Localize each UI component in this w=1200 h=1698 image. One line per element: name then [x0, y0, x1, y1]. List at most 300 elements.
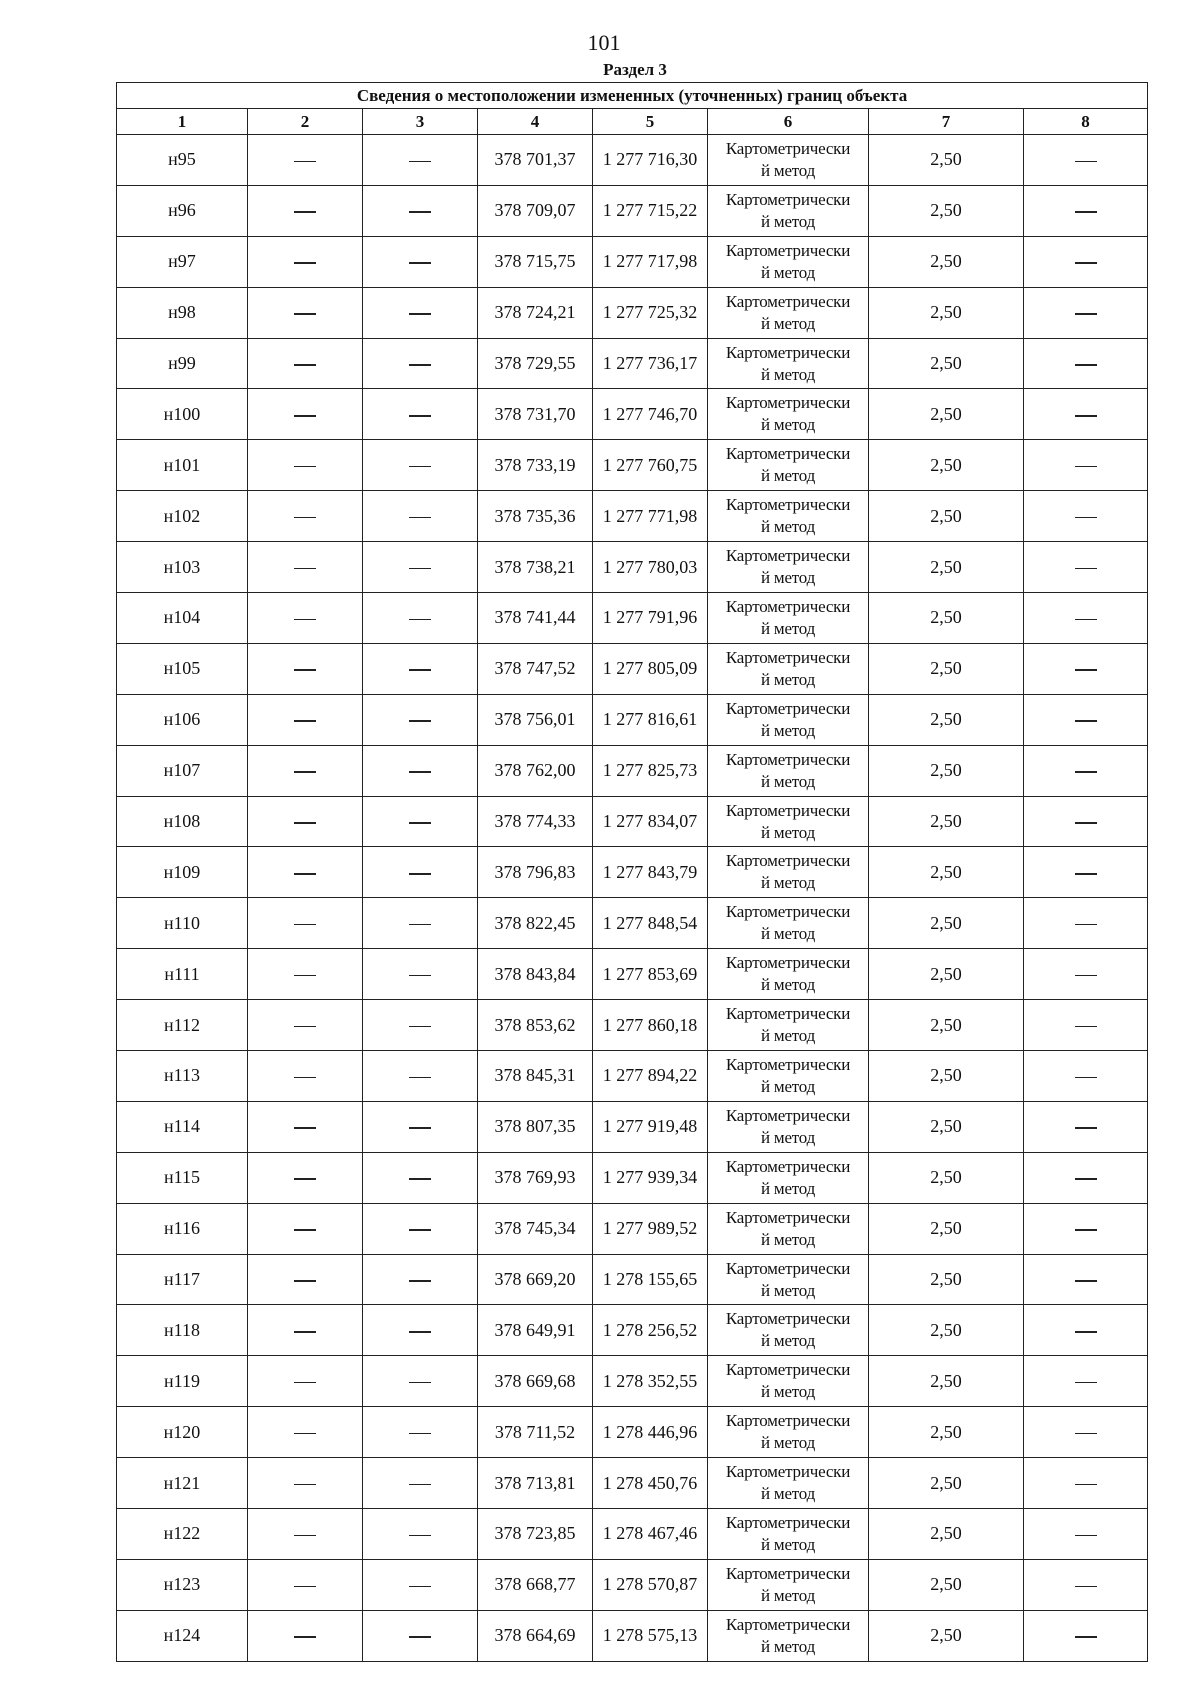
- dash-mark: [1075, 771, 1097, 773]
- method: [708, 1356, 869, 1407]
- coordinate-x: 378 664,69: [478, 1610, 593, 1661]
- point-name: н119: [117, 1356, 248, 1407]
- col-8-empty: [1024, 542, 1148, 593]
- dash-mark: [294, 1280, 316, 1282]
- coordinate-x: 378 733,19: [478, 440, 593, 491]
- dash-mark: [409, 619, 431, 621]
- method: [708, 1254, 869, 1305]
- dash-mark: [294, 1535, 316, 1537]
- point-name: н103: [117, 542, 248, 593]
- point-name: н112: [117, 1000, 248, 1051]
- col-2-empty: [248, 135, 363, 186]
- col-2-empty: [248, 745, 363, 796]
- method-line-1: Картометрически: [725, 1411, 851, 1431]
- point-name: н116: [117, 1203, 248, 1254]
- coordinate-x: 378 709,07: [478, 185, 593, 236]
- col-8-empty: [1024, 440, 1148, 491]
- dash-mark: [1075, 669, 1097, 671]
- dash-mark: [409, 1077, 431, 1079]
- table-row: [117, 745, 1148, 796]
- coordinate-x: 378 769,93: [478, 1152, 593, 1203]
- table-row: [117, 1509, 1148, 1560]
- accuracy: 2,50: [869, 1254, 1024, 1305]
- col-2-empty: [248, 949, 363, 1000]
- method: [708, 1509, 869, 1560]
- col-3-empty: [363, 1305, 478, 1356]
- col-2-empty: [248, 1509, 363, 1560]
- dash-mark: [409, 1636, 431, 1638]
- col-3-empty: [363, 1559, 478, 1610]
- dash-mark: [409, 1026, 431, 1028]
- dash-mark: [294, 873, 316, 875]
- dash-mark: [409, 873, 431, 875]
- point-name: н101: [117, 440, 248, 491]
- accuracy: 2,50: [869, 643, 1024, 694]
- col-3-empty: [363, 1101, 478, 1152]
- col-8-empty: [1024, 135, 1148, 186]
- dash-mark: [409, 1433, 431, 1435]
- method-line-2: й метод: [760, 1178, 816, 1198]
- method: [708, 1458, 869, 1509]
- col-2-empty: [248, 796, 363, 847]
- method-line-2: й метод: [760, 618, 816, 638]
- method-line-1: Картометрически: [725, 1258, 851, 1278]
- method-line-1: Картометрически: [725, 1004, 851, 1024]
- table-row: [117, 135, 1148, 186]
- coordinate-x: 378 701,37: [478, 135, 593, 186]
- method: [708, 1051, 869, 1102]
- accuracy: 2,50: [869, 1458, 1024, 1509]
- coordinate-x: 378 845,31: [478, 1051, 593, 1102]
- dash-mark: [294, 211, 316, 213]
- accuracy: 2,50: [869, 847, 1024, 898]
- table-row: [117, 643, 1148, 694]
- dash-mark: [1075, 720, 1097, 722]
- col-8-empty: [1024, 949, 1148, 1000]
- accuracy: 2,50: [869, 796, 1024, 847]
- method-line-2: й метод: [760, 924, 816, 944]
- accuracy: 2,50: [869, 135, 1024, 186]
- dash-mark: [409, 975, 431, 977]
- coordinate-x: 378 822,45: [478, 898, 593, 949]
- dash-mark: [294, 669, 316, 671]
- method-line-2: й метод: [760, 415, 816, 435]
- table-row: [117, 898, 1148, 949]
- method-line-2: й метод: [760, 1484, 816, 1504]
- method-line-2: й метод: [760, 1127, 816, 1147]
- dash-mark: [409, 1586, 431, 1588]
- coordinate-y: 1 277 919,48: [593, 1101, 708, 1152]
- method-line-1: Картометрически: [725, 1156, 851, 1176]
- coordinate-y: 1 277 771,98: [593, 491, 708, 542]
- method-line-2: й метод: [760, 873, 816, 893]
- method: [708, 1407, 869, 1458]
- method: [708, 491, 869, 542]
- method-line-1: Картометрически: [725, 1309, 851, 1329]
- dash-mark: [294, 1586, 316, 1588]
- col-8-empty: [1024, 491, 1148, 542]
- dash-mark: [294, 975, 316, 977]
- accuracy: 2,50: [869, 491, 1024, 542]
- table-row: [117, 185, 1148, 236]
- accuracy: 2,50: [869, 898, 1024, 949]
- dash-mark: [1075, 975, 1097, 977]
- column-header-2: 2: [248, 109, 363, 135]
- coordinate-y: 1 277 716,30: [593, 135, 708, 186]
- method-line-1: Картометрически: [725, 189, 851, 209]
- point-name: н99: [117, 338, 248, 389]
- col-2-empty: [248, 1610, 363, 1661]
- table-row: [117, 1407, 1148, 1458]
- table-row: [117, 1203, 1148, 1254]
- col-3-empty: [363, 1509, 478, 1560]
- coordinate-y: 1 277 825,73: [593, 745, 708, 796]
- table-row: [117, 1254, 1148, 1305]
- point-name: н105: [117, 643, 248, 694]
- col-2-empty: [248, 389, 363, 440]
- dash-mark: [409, 1484, 431, 1486]
- point-name: н108: [117, 796, 248, 847]
- col-2-empty: [248, 1407, 363, 1458]
- col-2-empty: [248, 338, 363, 389]
- col-8-empty: [1024, 185, 1148, 236]
- method: [708, 236, 869, 287]
- column-header-5: 5: [593, 109, 708, 135]
- dash-mark: [409, 771, 431, 773]
- dash-mark: [294, 466, 316, 468]
- accuracy: 2,50: [869, 949, 1024, 1000]
- col-3-empty: [363, 1000, 478, 1051]
- accuracy: 2,50: [869, 338, 1024, 389]
- point-name: н111: [117, 949, 248, 1000]
- col-2-empty: [248, 440, 363, 491]
- col-8-empty: [1024, 643, 1148, 694]
- dash-mark: [294, 1484, 316, 1486]
- point-name: н117: [117, 1254, 248, 1305]
- coordinate-y: 1 277 848,54: [593, 898, 708, 949]
- point-name: н124: [117, 1610, 248, 1661]
- col-3-empty: [363, 135, 478, 186]
- coordinate-y: 1 277 939,34: [593, 1152, 708, 1203]
- point-name: н120: [117, 1407, 248, 1458]
- method: [708, 898, 869, 949]
- col-8-empty: [1024, 1305, 1148, 1356]
- coordinate-x: 378 735,36: [478, 491, 593, 542]
- coordinate-y: 1 277 736,17: [593, 338, 708, 389]
- col-8-empty: [1024, 1407, 1148, 1458]
- point-name: н102: [117, 491, 248, 542]
- col-3-empty: [363, 643, 478, 694]
- method: [708, 847, 869, 898]
- table-row: [117, 1458, 1148, 1509]
- method-line-1: Картометрически: [725, 495, 851, 515]
- dash-mark: [294, 1178, 316, 1180]
- coordinate-y: 1 277 853,69: [593, 949, 708, 1000]
- method-line-2: й метод: [760, 720, 816, 740]
- col-3-empty: [363, 1254, 478, 1305]
- col-2-empty: [248, 1000, 363, 1051]
- method: [708, 949, 869, 1000]
- dash-mark: [409, 1382, 431, 1384]
- dash-mark: [409, 1280, 431, 1282]
- method-line-2: й метод: [760, 771, 816, 791]
- col-2-empty: [248, 1559, 363, 1610]
- col-3-empty: [363, 1203, 478, 1254]
- table-row: [117, 338, 1148, 389]
- col-8-empty: [1024, 745, 1148, 796]
- dash-mark: [409, 517, 431, 519]
- col-2-empty: [248, 491, 363, 542]
- point-name: н97: [117, 236, 248, 287]
- table-row: [117, 236, 1148, 287]
- col-2-empty: [248, 1152, 363, 1203]
- col-2-empty: [248, 185, 363, 236]
- dash-mark: [1075, 568, 1097, 570]
- col-3-empty: [363, 1356, 478, 1407]
- dash-mark: [1075, 1178, 1097, 1180]
- column-header-4: 4: [478, 109, 593, 135]
- dash-mark: [1075, 161, 1097, 163]
- dash-mark: [1075, 1535, 1097, 1537]
- point-name: н95: [117, 135, 248, 186]
- table-row: [117, 389, 1148, 440]
- method: [708, 694, 869, 745]
- col-3-empty: [363, 1610, 478, 1661]
- dash-mark: [409, 568, 431, 570]
- coordinate-y: 1 278 570,87: [593, 1559, 708, 1610]
- coordinate-x: 378 762,00: [478, 745, 593, 796]
- method: [708, 135, 869, 186]
- accuracy: 2,50: [869, 1610, 1024, 1661]
- dash-mark: [1075, 1331, 1097, 1333]
- method: [708, 745, 869, 796]
- point-name: н109: [117, 847, 248, 898]
- method: [708, 796, 869, 847]
- col-2-empty: [248, 1305, 363, 1356]
- col-8-empty: [1024, 1254, 1148, 1305]
- table-row: [117, 593, 1148, 644]
- col-3-empty: [363, 389, 478, 440]
- method-line-1: Картометрически: [725, 291, 851, 311]
- method-line-2: й метод: [760, 466, 816, 486]
- method-line-2: й метод: [760, 1433, 816, 1453]
- dash-mark: [409, 1127, 431, 1129]
- point-name: н107: [117, 745, 248, 796]
- col-3-empty: [363, 440, 478, 491]
- dash-mark: [1075, 873, 1097, 875]
- dash-mark: [1075, 1077, 1097, 1079]
- dash-mark: [294, 568, 316, 570]
- accuracy: 2,50: [869, 236, 1024, 287]
- accuracy: 2,50: [869, 1407, 1024, 1458]
- point-name: н121: [117, 1458, 248, 1509]
- dash-mark: [1075, 1229, 1097, 1231]
- method-line-2: й метод: [760, 669, 816, 689]
- dash-mark: [409, 313, 431, 315]
- method-line-2: й метод: [760, 1382, 816, 1402]
- method-line-1: Картометрически: [725, 1054, 851, 1074]
- dash-mark: [1075, 1484, 1097, 1486]
- coordinate-y: 1 277 746,70: [593, 389, 708, 440]
- method-line-2: й метод: [760, 211, 816, 231]
- table-row: [117, 440, 1148, 491]
- method-line-1: Картометрически: [725, 1360, 851, 1380]
- method: [708, 287, 869, 338]
- dash-mark: [294, 1433, 316, 1435]
- col-3-empty: [363, 338, 478, 389]
- dash-mark: [409, 669, 431, 671]
- coordinate-x: 378 796,83: [478, 847, 593, 898]
- accuracy: 2,50: [869, 1356, 1024, 1407]
- coordinate-y: 1 277 894,22: [593, 1051, 708, 1102]
- column-header-6: 6: [708, 109, 869, 135]
- column-header-7: 7: [869, 109, 1024, 135]
- table-row: [117, 796, 1148, 847]
- col-2-empty: [248, 287, 363, 338]
- page-number: 101: [587, 30, 621, 55]
- accuracy: 2,50: [869, 1051, 1024, 1102]
- table-row: [117, 491, 1148, 542]
- method-line-1: Картометрически: [725, 800, 851, 820]
- method-line-1: Картометрически: [725, 393, 851, 413]
- point-name: н96: [117, 185, 248, 236]
- col-2-empty: [248, 542, 363, 593]
- col-3-empty: [363, 847, 478, 898]
- table-body: [117, 135, 1148, 1662]
- dash-mark: [294, 1331, 316, 1333]
- table-row: [117, 949, 1148, 1000]
- coordinate-x: 378 669,20: [478, 1254, 593, 1305]
- dash-mark: [409, 364, 431, 366]
- dash-mark: [409, 1331, 431, 1333]
- method: [708, 1000, 869, 1051]
- dash-mark: [294, 924, 316, 926]
- dash-mark: [1075, 211, 1097, 213]
- col-3-empty: [363, 287, 478, 338]
- accuracy: 2,50: [869, 1152, 1024, 1203]
- dash-mark: [1075, 517, 1097, 519]
- method: [708, 1559, 869, 1610]
- method-line-2: й метод: [760, 1076, 816, 1096]
- col-2-empty: [248, 847, 363, 898]
- table-row: [117, 1559, 1148, 1610]
- coordinate-y: 1 277 725,32: [593, 287, 708, 338]
- coordinate-x: 378 745,34: [478, 1203, 593, 1254]
- point-name: н98: [117, 287, 248, 338]
- col-2-empty: [248, 898, 363, 949]
- method-line-1: Картометрически: [725, 138, 851, 158]
- col-8-empty: [1024, 1051, 1148, 1102]
- col-3-empty: [363, 1051, 478, 1102]
- method-line-1: Картометрически: [725, 647, 851, 667]
- col-2-empty: [248, 694, 363, 745]
- coordinate-y: 1 278 256,52: [593, 1305, 708, 1356]
- table-row: [117, 1152, 1148, 1203]
- column-header-row: [117, 109, 1148, 135]
- method-line-2: й метод: [760, 975, 816, 995]
- dash-mark: [1075, 822, 1097, 824]
- dash-mark: [294, 161, 316, 163]
- col-8-empty: [1024, 1559, 1148, 1610]
- coordinates-table: [116, 82, 1148, 1662]
- coordinate-x: 378 649,91: [478, 1305, 593, 1356]
- coordinate-x: 378 711,52: [478, 1407, 593, 1458]
- dash-mark: [1075, 924, 1097, 926]
- coordinate-x: 378 774,33: [478, 796, 593, 847]
- dash-mark: [294, 619, 316, 621]
- accuracy: 2,50: [869, 1101, 1024, 1152]
- table-row: [117, 694, 1148, 745]
- dash-mark: [1075, 1127, 1097, 1129]
- col-3-empty: [363, 745, 478, 796]
- coordinate-y: 1 278 450,76: [593, 1458, 708, 1509]
- method-line-2: й метод: [760, 313, 816, 333]
- method-line-1: Картометрически: [725, 1207, 851, 1227]
- method-line-2: й метод: [760, 160, 816, 180]
- col-2-empty: [248, 1356, 363, 1407]
- method-line-1: Картометрически: [725, 1512, 851, 1532]
- col-2-empty: [248, 1254, 363, 1305]
- col-8-empty: [1024, 1203, 1148, 1254]
- col-3-empty: [363, 1152, 478, 1203]
- coordinate-x: 378 713,81: [478, 1458, 593, 1509]
- coordinate-x: 378 729,55: [478, 338, 593, 389]
- dash-mark: [409, 211, 431, 213]
- point-name: н104: [117, 593, 248, 644]
- section-title: Раздел 3: [603, 60, 667, 79]
- col-8-empty: [1024, 847, 1148, 898]
- col-3-empty: [363, 694, 478, 745]
- method-line-2: й метод: [760, 1026, 816, 1046]
- dash-mark: [294, 720, 316, 722]
- method-line-1: Картометрически: [725, 342, 851, 362]
- method: [708, 1610, 869, 1661]
- coordinate-x: 378 715,75: [478, 236, 593, 287]
- col-2-empty: [248, 1051, 363, 1102]
- coordinate-y: 1 278 575,13: [593, 1610, 708, 1661]
- method: [708, 440, 869, 491]
- dash-mark: [294, 771, 316, 773]
- col-3-empty: [363, 1407, 478, 1458]
- method-line-2: й метод: [760, 364, 816, 384]
- coordinate-y: 1 277 834,07: [593, 796, 708, 847]
- col-8-empty: [1024, 1610, 1148, 1661]
- method-line-1: Картометрически: [725, 240, 851, 260]
- method-line-1: Картометрически: [725, 1614, 851, 1634]
- col-8-empty: [1024, 694, 1148, 745]
- dash-mark: [1075, 1280, 1097, 1282]
- col-3-empty: [363, 949, 478, 1000]
- method-line-1: Картометрически: [725, 546, 851, 566]
- dash-mark: [409, 1178, 431, 1180]
- col-8-empty: [1024, 796, 1148, 847]
- point-name: н114: [117, 1101, 248, 1152]
- column-header-3: 3: [363, 109, 478, 135]
- coordinate-x: 378 853,62: [478, 1000, 593, 1051]
- method: [708, 1152, 869, 1203]
- table-row: [117, 1356, 1148, 1407]
- accuracy: 2,50: [869, 694, 1024, 745]
- method-line-2: й метод: [760, 1331, 816, 1351]
- dash-mark: [294, 364, 316, 366]
- point-name: н100: [117, 389, 248, 440]
- coordinate-x: 378 738,21: [478, 542, 593, 593]
- coordinate-x: 378 843,84: [478, 949, 593, 1000]
- dash-mark: [1075, 1636, 1097, 1638]
- dash-mark: [294, 1229, 316, 1231]
- col-8-empty: [1024, 1356, 1148, 1407]
- col-2-empty: [248, 1458, 363, 1509]
